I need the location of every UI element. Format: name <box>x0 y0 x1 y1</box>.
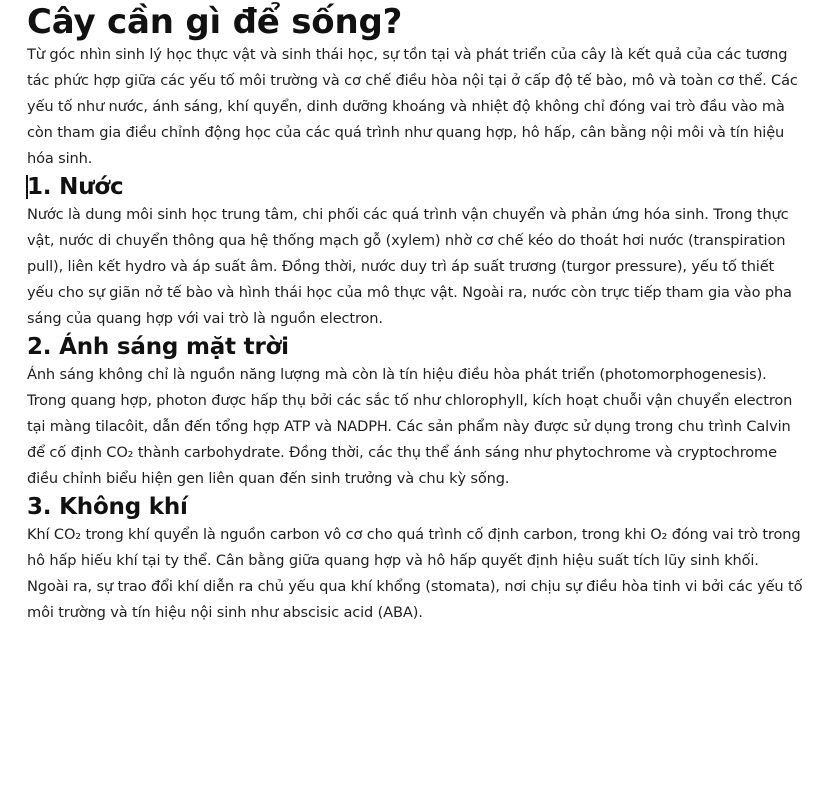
document-title: Cây cần gì để sống? <box>27 2 403 42</box>
section-body-water: Nước là dung môi sinh học trung tâm, chi phối các quá trình vận chuyển và phản ứng hóa sinh. Trong thực vật, nước di chuyển thông qua hệ thống mạch gỗ (xylem) nhờ cơ chế kéo do thoát hơi nước (transpiration pull), liên kết hydro và áp suất âm. Đồng thời, nước duy trì áp suất trương (turgor pressure), yếu tố thiết yếu cho sự giãn nở tế bào và hình thái học của mô thực vật. Ngoài ra, nước còn trực tiếp tham gia vào pha sáng của quang hợp với vai trò là nguồn electron. <box>27 206 792 327</box>
section-heading-sunlight: 2. Ánh sáng mặt trời <box>27 334 289 360</box>
section-body-air: Khí CO₂ trong khí quyển là nguồn carbon vô cơ cho quá trình cố định carbon, trong khi O₂ đóng vai trò trong hô hấp hiếu khí tại ty thể. Cân bằng giữa quang hợp và hô hấp quyết định hiệu suất tích lũy sinh khối. Ngoài ra, sự trao đổi khí diễn ra chủ yếu qua khí khổng (stomata), nơi chịu sự điều hòa tinh vi bởi các yếu tố môi trường và tín hiệu nội sinh như abscisic acid (ABA). <box>27 526 803 621</box>
text-cursor <box>26 175 28 199</box>
section-heading-air: 3. Không khí <box>27 494 188 520</box>
section-body-sunlight: Ánh sáng không chỉ là nguồn năng lượng mà còn là tín hiệu điều hòa phát triển (photomorphogenesis). Trong quang hợp, photon được hấp thụ bởi các sắc tố như chlorophyll, kích hoạt chuỗi vận chuyển electron tại màng tilacôit, dẫn đến tổng hợp ATP và NADPH. Các sản phẩm này được sử dụng trong chu trình Calvin để cố định CO₂ thành carbohydrate. Đồng thời, các thụ thể ánh sáng như phytochrome và cryptochrome điều chỉnh biểu hiện gen liên quan đến sinh trưởng và chu kỳ sống. <box>27 366 793 487</box>
document-page[interactable] <box>27 0 803 626</box>
intro-paragraph: Từ góc nhìn sinh lý học thực vật và sinh thái học, sự tồn tại và phát triển của cây là kết quả của các tương tác phức hợp giữa các yếu tố môi trường và cơ chế điều hòa nội tại ở cấp độ tế bào, mô và toàn cơ thể. Các yếu tố như nước, ánh sáng, khí quyển, dinh dưỡng khoáng và nhiệt độ không chỉ đóng vai trò đầu vào mà còn tham gia điều chỉnh động học của các quá trình như quang hợp, hô hấp, cân bằng nội môi và tín hiệu hóa sinh. <box>27 46 798 167</box>
section-heading-water-text: 1. Nước <box>27 174 124 200</box>
section-heading-water <box>27 172 803 202</box>
